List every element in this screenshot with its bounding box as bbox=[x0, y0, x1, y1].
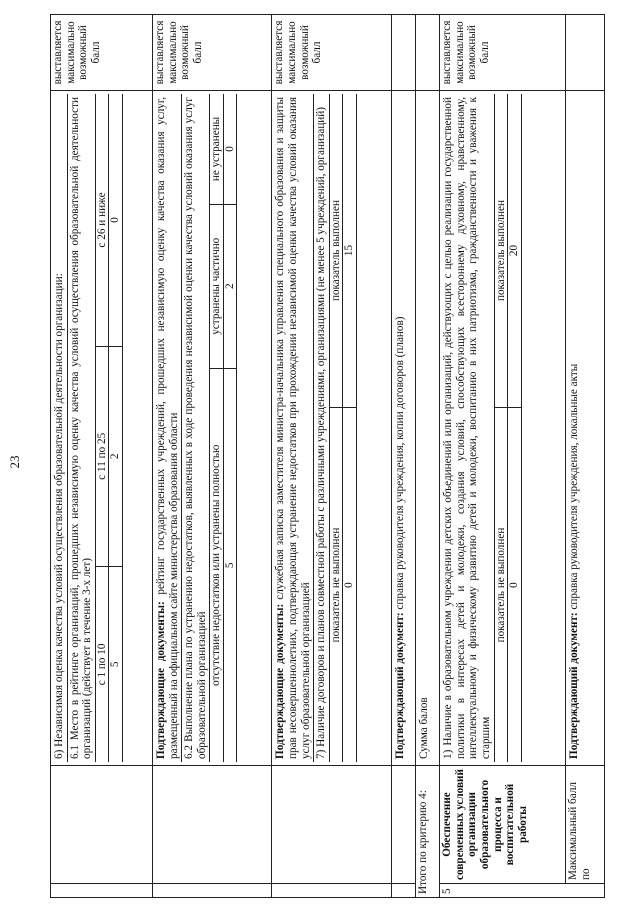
item-6-2-header-3: не устранены bbox=[210, 94, 223, 204]
criterion-5-score-1: 0 bbox=[508, 408, 522, 762]
max-score-label: Максимальный балл по bbox=[566, 766, 605, 884]
item-6-2-header-2: устранены частично bbox=[210, 204, 223, 368]
item-6-2-score-2: 2 bbox=[223, 204, 237, 368]
criterion-7-header-2: показатель выполнен bbox=[330, 94, 343, 408]
docs-5-text: справка руководителя учреждения, локальные акты bbox=[568, 363, 581, 610]
criterion-6-cell bbox=[51, 91, 153, 766]
item-6-2-header-1: отсутствие недостатков или устранены полностью bbox=[210, 368, 223, 762]
docs-6-2-label: Подтверждающие документы: bbox=[274, 603, 287, 759]
item-6-1-header-3: с 26 и ниже bbox=[96, 94, 109, 346]
page-number: 23 bbox=[7, 455, 22, 469]
criterion-5-header-2: показатель выполнен bbox=[495, 94, 508, 408]
item-6-1-score-3: 0 bbox=[109, 94, 123, 346]
criterion-7-score-2: 15 bbox=[343, 94, 357, 408]
total-criterion-4-label: Итого по критерию 4: bbox=[416, 766, 440, 898]
docs-5-label: Подтверждающий документ: bbox=[568, 612, 581, 759]
criterion-5-name: Обеспечение современных условий организации образовательного процесса и воспитательной работы bbox=[440, 766, 566, 884]
criterion-6-title: 6) Независимая оценка качества условий осуществления образовательной деятельности организации: bbox=[52, 94, 68, 762]
total-criterion-4-value: Сумма балов bbox=[418, 697, 431, 759]
criterion-5-score-table bbox=[495, 94, 522, 762]
item-6-2-score-1: 5 bbox=[223, 368, 237, 762]
row-docs-7 bbox=[391, 15, 415, 898]
item-6-1-score-2: 2 bbox=[109, 346, 123, 566]
criterion-5-score-2: 20 bbox=[508, 94, 522, 408]
criterion-5-item-1: 1) Наличие в образовательном учреждении детских объединений или организаций, действующих с целью реализации государственной политики в интересах детей и молодежи, создания условий, способствующих всестороннему духовному, нравственному, интеллектуальному и физическому развитию детей и молодежи, воспитанию в них патриотизма, гражданственности и уважения к старшим bbox=[441, 94, 494, 762]
docs-6-2 bbox=[273, 94, 314, 762]
criterion-7-score-note: выставляется максимально возможный балл bbox=[272, 15, 391, 91]
criterion-6-1-score-note: выставляется максимально возможный балл bbox=[51, 15, 153, 91]
docs-5 bbox=[567, 94, 582, 762]
criterion-7-score-1: 0 bbox=[343, 408, 357, 762]
item-6-2-text: 6.2 Выполнение плана по устранению недостатков, выявленных в ходе проведения независимой оценки качества условий оказания услуг образовательной организацией bbox=[182, 94, 210, 762]
criterion-5-score-note: выставляется максимально возможный балл bbox=[440, 15, 566, 91]
row-total-criterion-4 bbox=[416, 15, 440, 898]
item-6-1-text: 6.1 Место в рейтинге организаций, прошедших независимую оценку качества условий осуществления образовательной деятельности организаций (действует в течение 3-х лет) bbox=[68, 94, 96, 762]
criterion-7-score-table bbox=[330, 94, 357, 762]
row-docs-6-1 bbox=[153, 15, 272, 898]
docs-6-1-label: Подтверждающие документы: bbox=[155, 601, 168, 759]
item-6-1-header-1: с 1 по 10 bbox=[96, 566, 109, 762]
docs-6-2-text: служебная записка заместителя министра-начальника управления специального образования и защиты прав несовершеннолетних, подтверждающая устранение недостатков при прохождении независимой оценки качества условий оказания услуг образовательной организацией bbox=[274, 97, 312, 759]
criterion-5-number: 5 bbox=[440, 884, 605, 898]
item-6-1-score-1: 5 bbox=[109, 566, 123, 762]
row-docs-5 bbox=[566, 15, 605, 898]
rotated-page-content bbox=[50, 14, 605, 898]
criterion-5-header-1: показатель не выполнен bbox=[495, 408, 508, 762]
criteria-table bbox=[50, 14, 605, 898]
criterion-6-2-score-note: выставляется максимально возможный балл bbox=[153, 15, 272, 91]
criterion-7-title: 7) Наличие договоров и планов совместной работы с различными учреждениями, организациями (не менее 5 учреждений, организаций) bbox=[314, 94, 330, 762]
criterion-7-header-1: показатель не выполнен bbox=[330, 408, 343, 762]
docs-6-1-text: рейтинг государственных учреждений, прошедших независимую оценку качества оказания услуг, размещенный на официальном сайте министерства образования области bbox=[155, 96, 180, 759]
docs-6-1 bbox=[154, 94, 182, 762]
docs-7-text: справка руководителя учреждения, копии договоров (планов) bbox=[393, 316, 406, 610]
item-6-2-score-table bbox=[210, 94, 237, 762]
item-6-1-header-2: с 11 по 25 bbox=[96, 346, 109, 566]
item-6-1-score-table bbox=[96, 94, 123, 762]
row-criterion-5 bbox=[440, 15, 566, 898]
row-criterion-6 bbox=[51, 15, 153, 898]
docs-7 bbox=[393, 94, 408, 762]
docs-7-label: Подтверждающий документ: bbox=[393, 612, 406, 759]
row-docs-6-2 bbox=[272, 15, 391, 898]
item-6-2-score-3: 0 bbox=[223, 94, 237, 204]
